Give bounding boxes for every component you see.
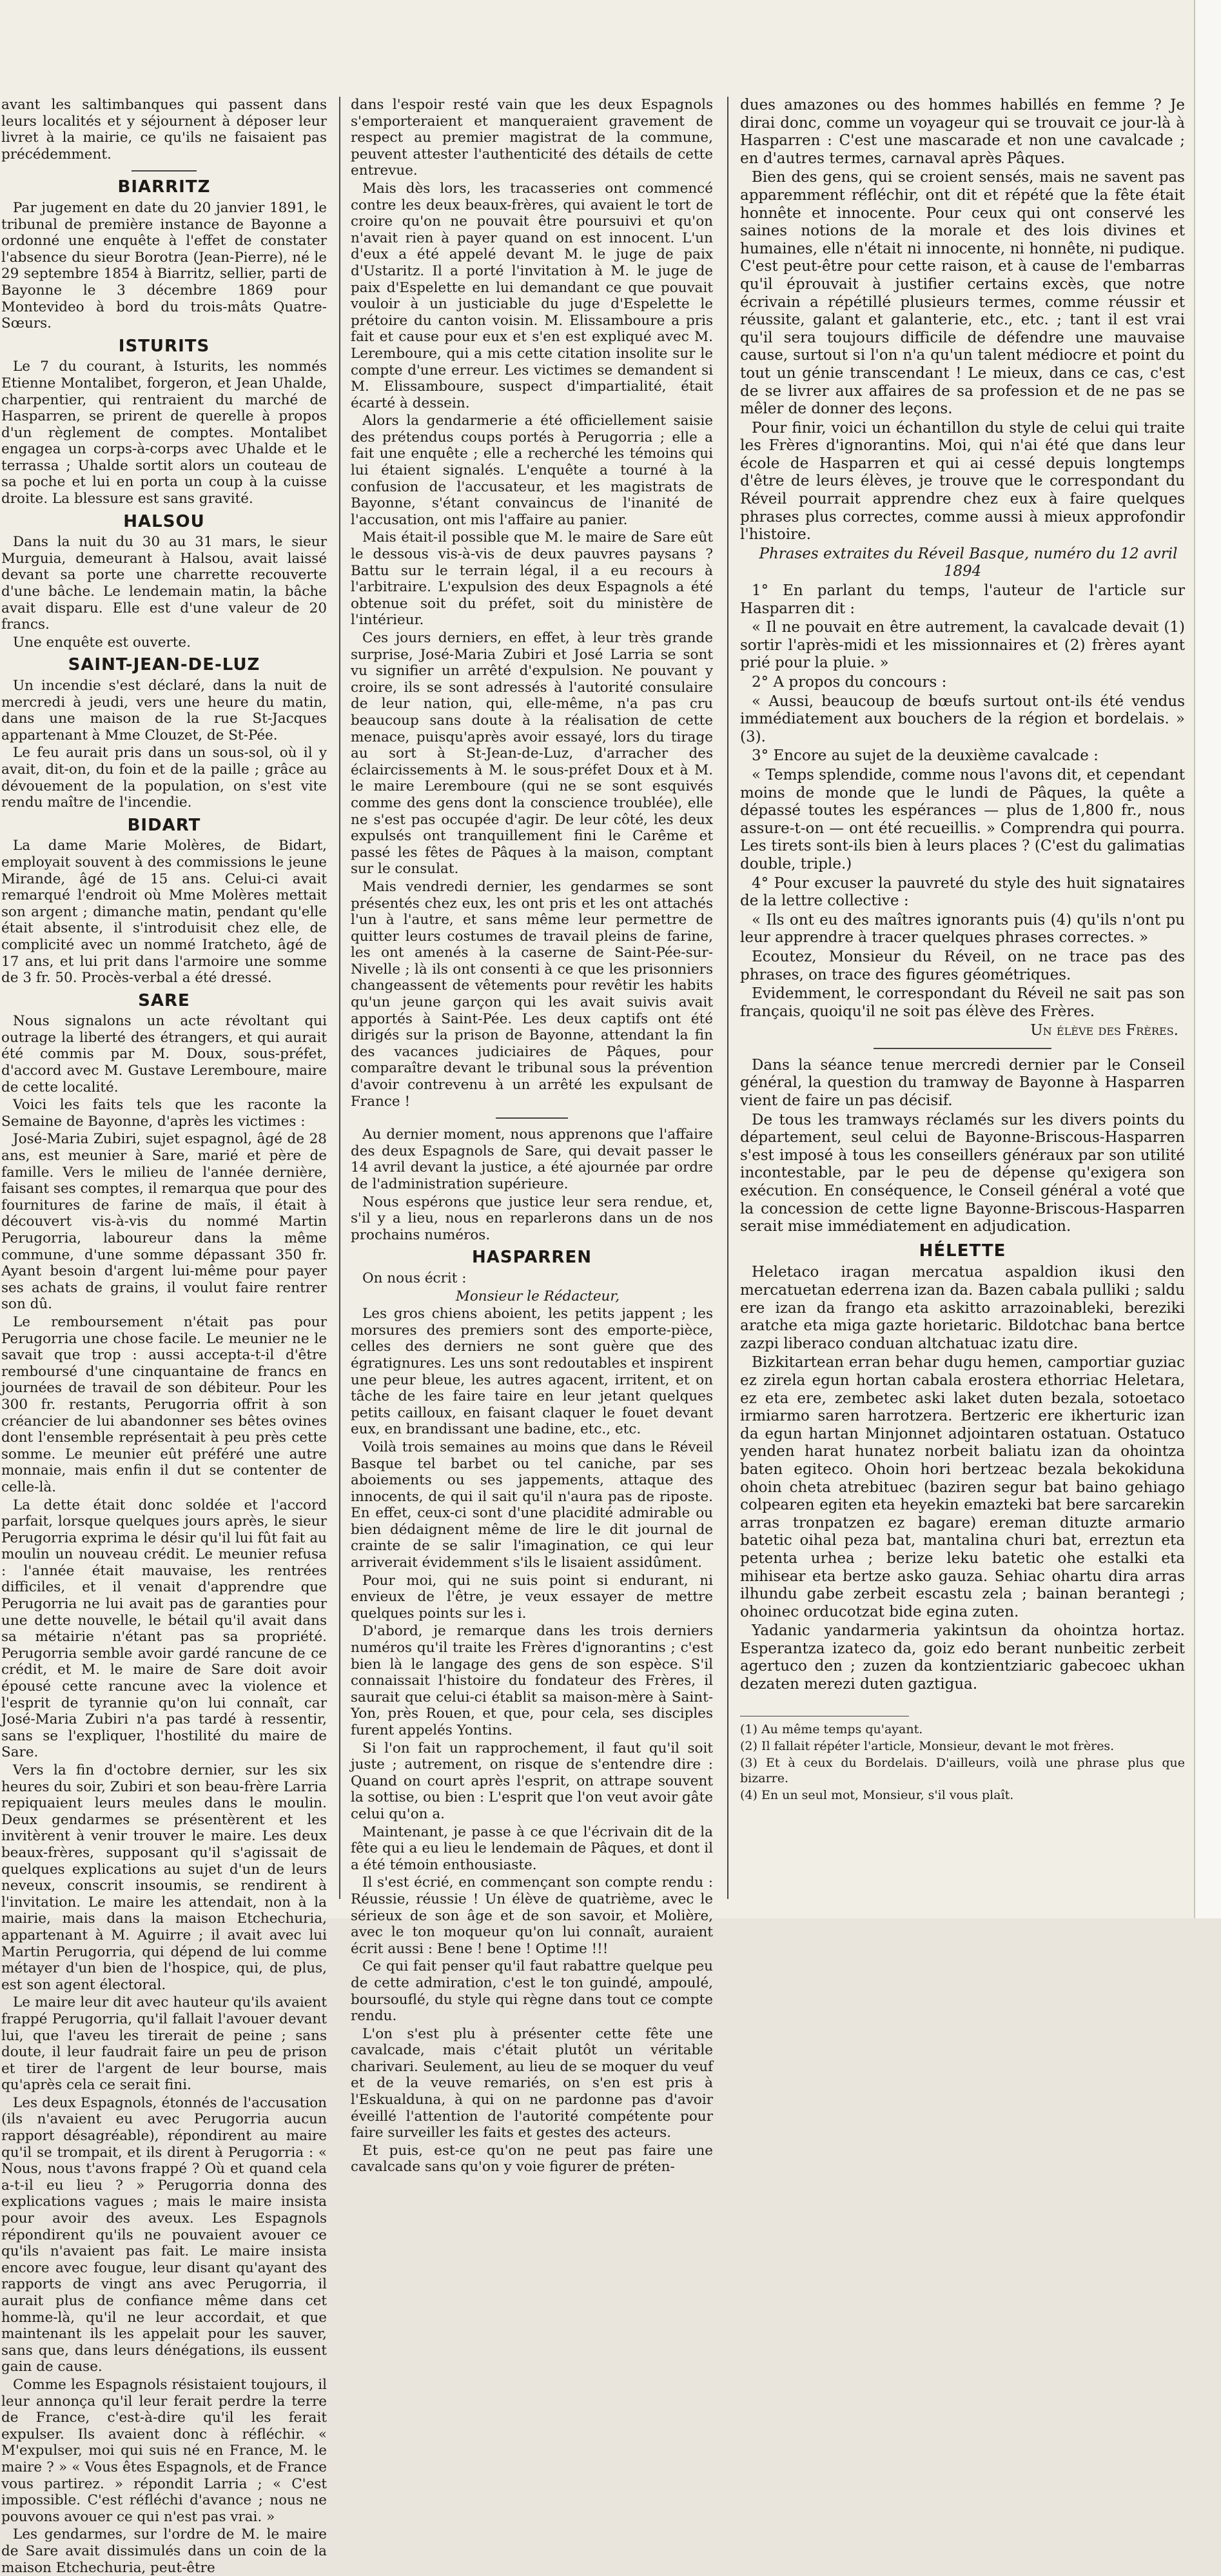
hasparren-paragraph: D'abord, je remarque dans les trois derniers numéros qu'il traite les Frères d'ignorantins ; c'est bien là le langage des gens de son espèce. S'il connaissait l'histoire du fondateur des Frères, il saurait que celui-ci établit sa maison-mère à Saint-Yon, près Rouen, et que, pour cela, ses disciples furent appelés Yontins. (351, 1623, 713, 1738)
sare-continued: Mais était-il possible que M. le maire de Sare eût le dessous vis-à-vis de deux pauvres paysans ? Battu sur le terrain légal, il a eu recours à l'arbitraire. L'expulsion des deux Espagnols a été obtenue soit du préfet, soit du ministère de l'intérieur. (351, 529, 713, 629)
column-1 (0, 97, 327, 2576)
heading-hasparren: HASPARREN (472, 1248, 592, 1268)
extract-title: Phrases extraites du Réveil Basque, numéro du 12 avril 1894 (759, 545, 1178, 580)
extract-item: « Aussi, beaucoup de bœufs surtout ont-ils été vendus immédiatement aux bouchers de la région et bordelais. » (3). (740, 693, 1185, 745)
heading-helette: HÉLETTE (919, 1241, 1006, 1261)
hasparren-paragraph: Si l'on fait un rapprochement, il faut qu'il soit juste ; autrement, on risque de s'entendre dire : Quand on court après l'esprit, on attrape souvent la sottise, ou bien : L'esprit que l'on veut avoir gâte celui qu'on a. (351, 1740, 713, 1822)
extract-item: « Il ne pouvait en être autrement, la cavalcade devait (1) sortir l'après-midi et les missionnaires et (2) frères ayant prié pour la pluie. » (740, 619, 1185, 672)
biarritz-paragraph: Par jugement en date du 20 janvier 1891, le tribunal de première instance de Bayonne a ordonné une enquête à l'effet de constater l'absence du sieur Borotra (Jean-Pierre), né le 29 septembre 1854 à Biarritz, sellier, parti de Bayonne le 3 décembre 1869 pour Montevideo à bord du trois-mâts Quatre-Sœurs. (1, 199, 327, 332)
heading-sare: SARE (138, 990, 190, 1010)
hasparren-paragraph: Maintenant, je passe à ce que l'écrivain dit de la fête qui a eu lieu le lendemain de Pâques, et dont il a été témoin enthousiaste. (351, 1824, 713, 1873)
footnotes (740, 1722, 1185, 1803)
sare-update: Au dernier moment, nous apprenons que l'affaire des deux Espagnols de Sare, qui devait passer le 14 avril devant la justice, a été ajournée par ordre de l'administration supérieure. (351, 1126, 713, 1192)
intro-paragraph: avant les saltimbanques qui passent dans leurs localités et y séjournent à déposer leur livret à la mairie, ce qu'ils ne faisaient pas précédemment. (1, 97, 327, 162)
sare-paragraph: Nous signalons un acte révoltant qui outrage la liberté des étrangers, et qui aurait été commis par M. Doux, sous-préfet, d'accord avec M. Gustave Leremboure, maire de cette localité. (1, 1013, 327, 1096)
halsou-paragraph: Une enquête est ouverte. (13, 634, 191, 651)
hasparren-continued: Bien des gens, qui se croient sensés, mais ne savent pas apparemment réfléchir, ont dit et répété que la fête était honnête et innocente. Pour ceux qui ont conservé les saines notions de la morale et des lois divines et humaines, elle n'était ni innocente, ni honnête, ni pudique. C'est peut-être pour cette raison, et à cause de l'embarras qu'il éprouvait à justifier certains excès, que notre écrivain a répétillé plusieurs termes, comme réussir et réussite, galant et galanterie, etc., etc. ; tant il est vrai qu'il sera toujours difficile de défendre une mauvaise cause, surtout si l'on n'a qu'un talent médiocre et point du tout un génie transcendant ! Le mieux, dans ce cas, c'est de se livrer aux affaires de sa profession et de ne pas se mêler de donner des leçons. (740, 169, 1185, 418)
sare-continued: Mais dès lors, les tracasseries ont commencé contre les deux beaux-frères, qui avaient le tort de croire qu'on ne pouvait être poursuivi et qu'on n'avait rien à payer quand on est innocent. L'un d'eux a été appelé devant M. le juge de paix d'Ustaritz. Il a porté l'invitation à M. le juge de paix d'Espelette en lui demandant ce que pouvait vouloir à un justiciable du juge d'Espelette le prétoire du canton voisin. M. Elissamboure a pris fait et cause pour eux et s'en est expliqué avec M. Leremboure, qui a mis cette citation insolite sur le compte d'une erreur. Les victimes se demandent si M. Elissamboure, suspect d'impartialité, était écarté à dessein. (351, 180, 713, 411)
bidart-paragraph: La dame Marie Molères, de Bidart, employait souvent à des commissions le jeune Mirande, âgé de 15 ans. Celui-ci avait remarqué l'endroit où Mme Molères mettait son argent ; dimanche matin, pendant qu'elle était absente, il s'introduisit chez elle, de complicité avec un nommé Iratcheto, âgé de 17 ans, et lui prit dans l'armoire une somme de 3 fr. 50. Procès-verbal a été dressé. (1, 838, 327, 987)
heading-saint-jean-de-luz: SAINT-JEAN-DE-LUZ (68, 655, 260, 675)
hasparren-paragraph: Il s'est écrié, en commençant son compte rendu : Réussie, réussie ! Un élève de quatrième, avec le sérieux de son âge et de son savoir, et Molière, avec le ton moqueur qu'on lui connaît, auraient écrit aussi : Bene ! bene ! Optime !!! (351, 1874, 713, 1957)
sare-paragraph: José-Maria Zubiri, sujet espagnol, âgé de 28 ans, est meunier à Sare, marié et père de famille. Vers le milieu de l'année dernière, faisant ses comptes, il remarqua que pour des fournitures de farine de maïs, il était à découvert vis-à-vis du nommé Martin Perugorria, laboureur dans la même commune, d'une somme dépassant 350 fr. Ayant besoin d'argent lui-même pour payer ses achats de grains, il voulut faire rentrer son dû. (1, 1131, 327, 1313)
helette-paragraph: Yadanic yandarmeria yakintsun da ohointza hortaz. Esperantza izateco da, goiz edo berant nunbeitic zerbeit agertuco den ; zuzen da kontzientziaric gabecoec ukhan dezaten merezi duten gaztigua. (740, 1622, 1185, 1693)
hasparren-paragraph: Pour moi, qui ne suis point si endurant, ni envieux de l'être, je veux essayer de mettre quelques points sur les i. (351, 1572, 713, 1622)
column-rule (339, 97, 340, 1899)
footnote: (2) Il fallait répéter l'article, Monsieur, devant le mot frères. (740, 1738, 1115, 1753)
helette-paragraph: Bizkitartean erran behar dugu hemen, camportiar guziac ez zirela egun hortan cabala erostera ethorriac Heletara, ez eta ere, zembetec aski laket duten bezala, sotoetaco irmiarmo saren harrotzera. Bertzeric ere ikherturic izan da egun hartan Minjonnet adjointaren ostatuan. Ostatuco yenden harat hunatez norbeit baliatu izan da ohointza baten egiteco. Ohoin hori bertzeac bezala bekokiduna ohoin cheta atrebituec (baziren segur bat baino gehiago colpearen egiten eta heyekin emazteki bat bere sarcarekin arras tronpatzen ez bagare) ereman dituzte armario batetic oihal peza bat, mantalina churi bat, erreztun eta petenta urhea ; berize leku batetic ohe estalki eta mihisear eta bertze asko gauza. Sehiac ohartu dira arras ilhundu gabe zerbeit escastu zela ; bainan berantegi ; ohoinec orducotzat bide egina zuten. (740, 1354, 1185, 1620)
extract-item: 2° A propos du concours : (752, 674, 947, 691)
hasparren-continued: dues amazones ou des hommes habillés en femme ? Je dirai donc, comme un voyageur qui se trouvait ce jour-là à Hasparren : C'est une mascarade et non une cavalcade ; en d'autres termes, carnaval après Pâques. (740, 97, 1185, 167)
page-edge (1194, 0, 1221, 1918)
sjl-paragraph: Le feu aurait pris dans un sous-sol, où il y avait, dit-on, du foin et de la paille ; grâce au dévouement de la population, on s'est vite rendu maître de l'incendie. (1, 745, 327, 811)
footnote: (3) Et à ceux du Bordelais. D'ailleurs, voilà une phrase plus que bizarre. (740, 1755, 1185, 1785)
sare-paragraph: La dette était donc soldée et l'accord parfait, lorsque quelques jours après, le sieur Perugorria exprima le désir qu'il lui fût fait au moulin un nouveau crédit. Le meunier refusa : l'année était mauvaise, les rentrées difficiles, et il venait d'apprendre que Perugorria ne lui avait pas de garanties pour une dette nouvelle, le bétail qu'il avait dans sa métairie n'étant pas sa propriété. Perugorria semble avoir gardé rancune de ce crédit, et M. le maire de Sare doit avoir épousé cette rancune avec la violence et l'esprit de tyrannie qu'on lui connaît, car José-Maria Zubiri n'a pas tardé à ressentir, sans se l'expliquer, l'hostilité du maire de Sare. (1, 1497, 327, 1761)
extract-item: 4° Pour excuser la pauvreté du style des huit signataires de la lettre collective : (740, 874, 1185, 910)
footnote: (4) En un seul mot, Monsieur, s'il vous plaît. (740, 1787, 1014, 1802)
hasparren-intro: On nous écrit : (362, 1270, 467, 1286)
footnote: (1) Au même temps qu'ayant. (740, 1722, 923, 1736)
signature: Un élève des Frères. (1030, 1022, 1178, 1039)
halsou-paragraph: Dans la nuit du 30 au 31 mars, le sieur Murguia, demeurant à Halsou, avait laissé devant sa porte une charrette recouverte d'une bâche. Le lendemain matin, la bâche avait disparu. Elle est d'une valeur de 20 francs. (1, 534, 327, 633)
heading-bidart: BIDART (127, 815, 201, 835)
column-3 (740, 97, 1185, 1905)
divider (496, 1117, 568, 1119)
extract-comment: Evidemment, le correspondant du Réveil ne sait pas son français, quoiqu'il ne soit pas élève des Frères. (740, 985, 1185, 1020)
sare-paragraph: Voici les faits tels que les raconte la Semaine de Bayonne, d'après les victimes : (1, 1097, 327, 1130)
sare-paragraph: Les deux Espagnols, étonnés de l'accusation (ils n'avaient eu avec Perugorria aucun rapport désagréable), répondirent au maire qu'il se trompait, et ils dirent à Perugorria : « Nous, nous t'avons frappé ? Où et quand cela a-t-il eu lieu ? » Perugorria donna des explications vagues ; mais le maire insista pour avoir des aveux. Les Espagnols répondirent qu'ils ne pouvaient avouer ce qu'ils n'avaient pas fait. Le maire insista encore avec fougue, leur disant qu'ayant des rapports de vingt ans avec Perugorria, il aurait plus de confiance même dans cet homme-là, qu'il ne leur accordait, et que maintenant ils les appelait pour les sauver, sans que, dans leurs dénégations, ils eussent gain de cause. (1, 2094, 327, 2375)
tramway-paragraph: Dans la séance tenue mercredi dernier par le Conseil général, la question du tramway de Bayonne à Hasparren vient de faire un pas décisif. (740, 1056, 1185, 1110)
sare-paragraph: Les gendarmes, sur l'ordre de M. le maire de Sare avait dissimulés dans un coin de la maison Etchechuria, peut-être (1, 2526, 327, 2576)
sare-update: Nous espérons que justice leur sera rendue, et, s'il y a lieu, nous en reparlerons dans un de nos prochains numéros. (351, 1194, 713, 1243)
extract-item: « Temps splendide, comme nous l'avons dit, et cependant moins de monde que le lundi de Pâques, la quête a dépassé toutes les espérances — plus de 1,800 fr., nous assure-t-on — ont été recueillis. » Comprendra qui pourra. Les tirets sont-ils bien à leurs places ? (C'est du galimatias double, triple.) (740, 766, 1185, 872)
helette-paragraph: Heletaco iragan mercatua aspaldion ikusi den mercatuetan ederrena izan da. Bazen cabala pulliki ; saldu ere izan da frango eta askitto arrazoinableki, bereziki aratche eta miga gazte horietaric. Bildotchac bana bertce zazpi liberaco conduan altchatuac izatu dire. (740, 1264, 1185, 1352)
sare-paragraph: Le remboursement n'était pas pour Perugorria une chose facile. Le meunier ne le savait que trop : aussi accepta-t-il d'être remboursé d'une cinquantaine de francs en journées de travail de son débiteur. Pour les 300 fr. restants, Perugorria offrit à son créancier de lui abandonner ses bêtes ovines dont l'ensemble représentait à peu près cette somme. Le meunier eût préféré une autre monnaie, mais enfin il dut se contenter de celle-là. (1, 1313, 327, 1495)
sare-paragraph: Le maire leur dit avec hauteur qu'ils avaient frappé Perugorria, qu'il fallait l'avouer devant lui, que l'aveu les tirerait de peine ; sans doute, il leur faudrait faire un peu de prison et tirer de l'argent de leur bourse, mais qu'après cela ce serait fini. (1, 1994, 327, 2094)
sare-continued: Mais vendredi dernier, les gendarmes se sont présentés chez eux, les ont pris et les ont attachés l'un à l'autre, et sans même leur permettre de quitter leurs costumes de travail pleins de farine, les ont amenés à la caserne de Saint-Pée-sur-Nivelle ; là ils ont consenti à ce que les prisonniers changeassent de vêtements pour revêtir les habits qu'un jeune garçon qui les avait suivis avait apportés à Saint-Pée. Les deux captifs ont été dirigés sur la prison de Bayonne, attendant la fin des vacances judiciaires de Pâques, pour comparaître devant le tribunal sous la prévention d'avoir contrevenu à un arrêté les expulsant de France ! (351, 878, 713, 1110)
heading-biarritz: BIARRITZ (117, 177, 211, 197)
extract-comment: Ecoutez, Monsieur du Réveil, on ne trace pas des phrases, on trace des figures géométriques. (740, 948, 1185, 983)
extract-item: 3° Encore au sujet de la deuxième cavalcade : (752, 747, 1099, 765)
extract-item: 1° En parlant du temps, l'auteur de l'article sur Hasparren dit : (740, 582, 1185, 617)
heading-isturits: ISTURITS (118, 336, 210, 356)
tramway-paragraph: De tous les tramways réclamés sur les divers points du département, seul celui de Bayonne-Briscous-Hasparren s'est imposé à tous les conseillers généraux par son utilité incontestable, par le peu de dépense qu'exigera son exécution. En conséquence, le Conseil général a voté que la concession de cette ligne Bayonne-Briscous-Hasparren serait mise immédiatement en adjudication. (740, 1111, 1185, 1235)
hasparren-paragraph: Les gros chiens aboient, les petits jappent ; les morsures des premiers sont des emporte-pièce, celles des derniers ne sont guère que des égratignures. Les uns sont redoutables et inspirent une peur bleue, les autres agacent, irritent, et on tâche de les faire taire en leur jetant quelques petits cailloux, en faisant claquer le fouet devant eux, en brandissant une badine, etc., etc. (351, 1306, 713, 1438)
hasparren-paragraph: Ce qui fait penser qu'il faut rabattre quelque peu de cette admiration, c'est le ton guindé, ampoulé, boursouflé, du style qui règne dans tout ce compte rendu. (351, 1958, 713, 2025)
sjl-paragraph: Un incendie s'est déclaré, dans la nuit de mercredi à jeudi, vers une heure du matin, dans une maison de la rue St-Jacques appartenant à Mme Clouzet, de St-Pée. (1, 678, 327, 743)
divider (874, 1048, 1051, 1049)
sare-paragraph: Comme les Espagnols résistaient toujours, il leur annonça qu'il leur ferait perdre la terre de France, c'est-à-dire qu'il les ferait expulser. Ils avaient donc à réfléchir. « M'expulser, moi qui suis né en France, M. le maire ? » « Vous êtes Espagnols, et de France vous partirez. » répondit Larria ; « C'est impossible. C'est réfléchi d'avance ; nous ne pouvons avouer ce qui n'est pas vrai. » (1, 2376, 327, 2525)
sare-continued: Ces jours derniers, en effet, à leur très grande surprise, José-Maria Zubiri et José Larria se sont vu signifier un arrêté d'expulsion. Ne pouvant y croire, ils se sont adressés à l'autorité consulaire de leur nation, qui, elle-même, n'a pas cru beaucoup sans doute à la réalisation de cette menace, puisqu'après avoir essayé, lors du tirage au sort à St-Jean-de-Luz, d'arracher des éclaircissements à M. le sous-préfet Doux et à M. le maire Leremboure (qui ne se sont esquivés comme des gens dont la conscience troublée), elle ne s'est pas occupée d'agir. De leur côté, les deux expulsés ont tranquillement fini le Carême et passé les fêtes de Pâques à la maison, comptant sur le consulat. (351, 630, 713, 878)
hasparren-paragraph: Et puis, est-ce qu'on ne peut pas faire une cavalcade sans qu'on y voie figurer de préten- (351, 2142, 713, 2176)
hasparren-paragraph: L'on s'est plu à présenter cette fête une cavalcade, mais c'était plutôt un véritable charivari. Seulement, au lieu de se moquer du veuf et de la veuve remariés, on s'en est pris à l'Eskualduna, à qui on ne pardonne pas d'avoir éveillé l'attention de l'autorité compétente pour faire surveiller les faits et gestes des acteurs. (351, 2025, 713, 2141)
sare-paragraph: Vers la fin d'octobre dernier, sur les six heures du soir, Zubiri et son beau-frère Larria repiquaient leurs meules dans le moulin. Deux gendarmes se présentèrent et les invitèrent à venir trouver le maire. Les deux beaux-frères, supposant qu'il s'agissait de quelques explications au sujet d'un de leurs neveux, conscrit insoumis, se rendirent à l'invitation. Le maire les attendait, non à la mairie, mais dans la maison Etchechuria, appartenant à M. Aguirre ; il avait avec lui Martin Perugorria, qui dépend de lui comme métayer d'un bien de l'hospice, qui, de plus, est son agent électoral. (1, 1762, 327, 1993)
isturits-paragraph: Le 7 du courant, à Isturits, les nommés Etienne Montalibet, forgeron, et Jean Uhalde, charpentier, qui rentraient du marché de Hasparren, se prirent de querelle à propos d'un règlement de comptes. Montalibet engagea un corps-à-corps avec Uhalde et le terrassa ; Uhalde sortit alors un couteau de sa poche et lui en porta un coup à la cuisse droite. La blessure est sans gravité. (1, 359, 327, 507)
column-rule (727, 97, 728, 1899)
hasparren-salutation: Monsieur le Rédacteur, (455, 1288, 620, 1304)
divider (132, 170, 197, 172)
hasparren-paragraph: Voilà trois semaines au moins que dans le Réveil Basque tel barbet ou tel caniche, par ses aboiements ou ses jappements, attaque des innocents, de qui il sait qu'il n'aura pas de riposte. En effet, ceux-ci sont d'une placidité admirable ou bien dédaignent même de lire le dit journal de crainte de se salir l'imagination, ce qui leur arriverait évidemment s'ils le lisaient assidûment. (351, 1439, 713, 1571)
column-2 (351, 97, 713, 2176)
heading-halsou: HALSOU (123, 511, 205, 531)
extract-item: « Ils ont eu des maîtres ignorants puis (4) qu'ils n'ont pu leur apprendre à tracer quelques phrases correctes. » (740, 911, 1185, 947)
sare-continued: Alors la gendarmerie a été officiellement saisie des prétendus coups portés à Perugorria ; elle a fait une enquête ; elle a recherché les témoins qui lui étaient signalés. L'enquête a tourné à la confusion de l'accusateur, et les magistrats de Bayonne, s'étant convaincus de l'inanité de l'accusation, ont mis l'affaire au panier. (351, 413, 713, 528)
sare-continued: dans l'espoir resté vain que les deux Espagnols s'emporteraient et manqueraient gravement de respect au premier magistrat de la commune, peuvent attester l'authenticité des détails de cette entrevue. (351, 97, 713, 179)
hasparren-continued: Pour finir, voici un échantillon du style de celui qui traite les Frères d'ignorantins. Moi, qui n'ai été que dans leur école de Hasparren et qui ai cessé depuis longtemps d'être de leurs élèves, je trouve que le correspondant du Réveil pourrait apprendre chez eux à faire quelques phrases plus correctes, comme aussi à mieux approfondir l'histoire. (740, 419, 1185, 544)
